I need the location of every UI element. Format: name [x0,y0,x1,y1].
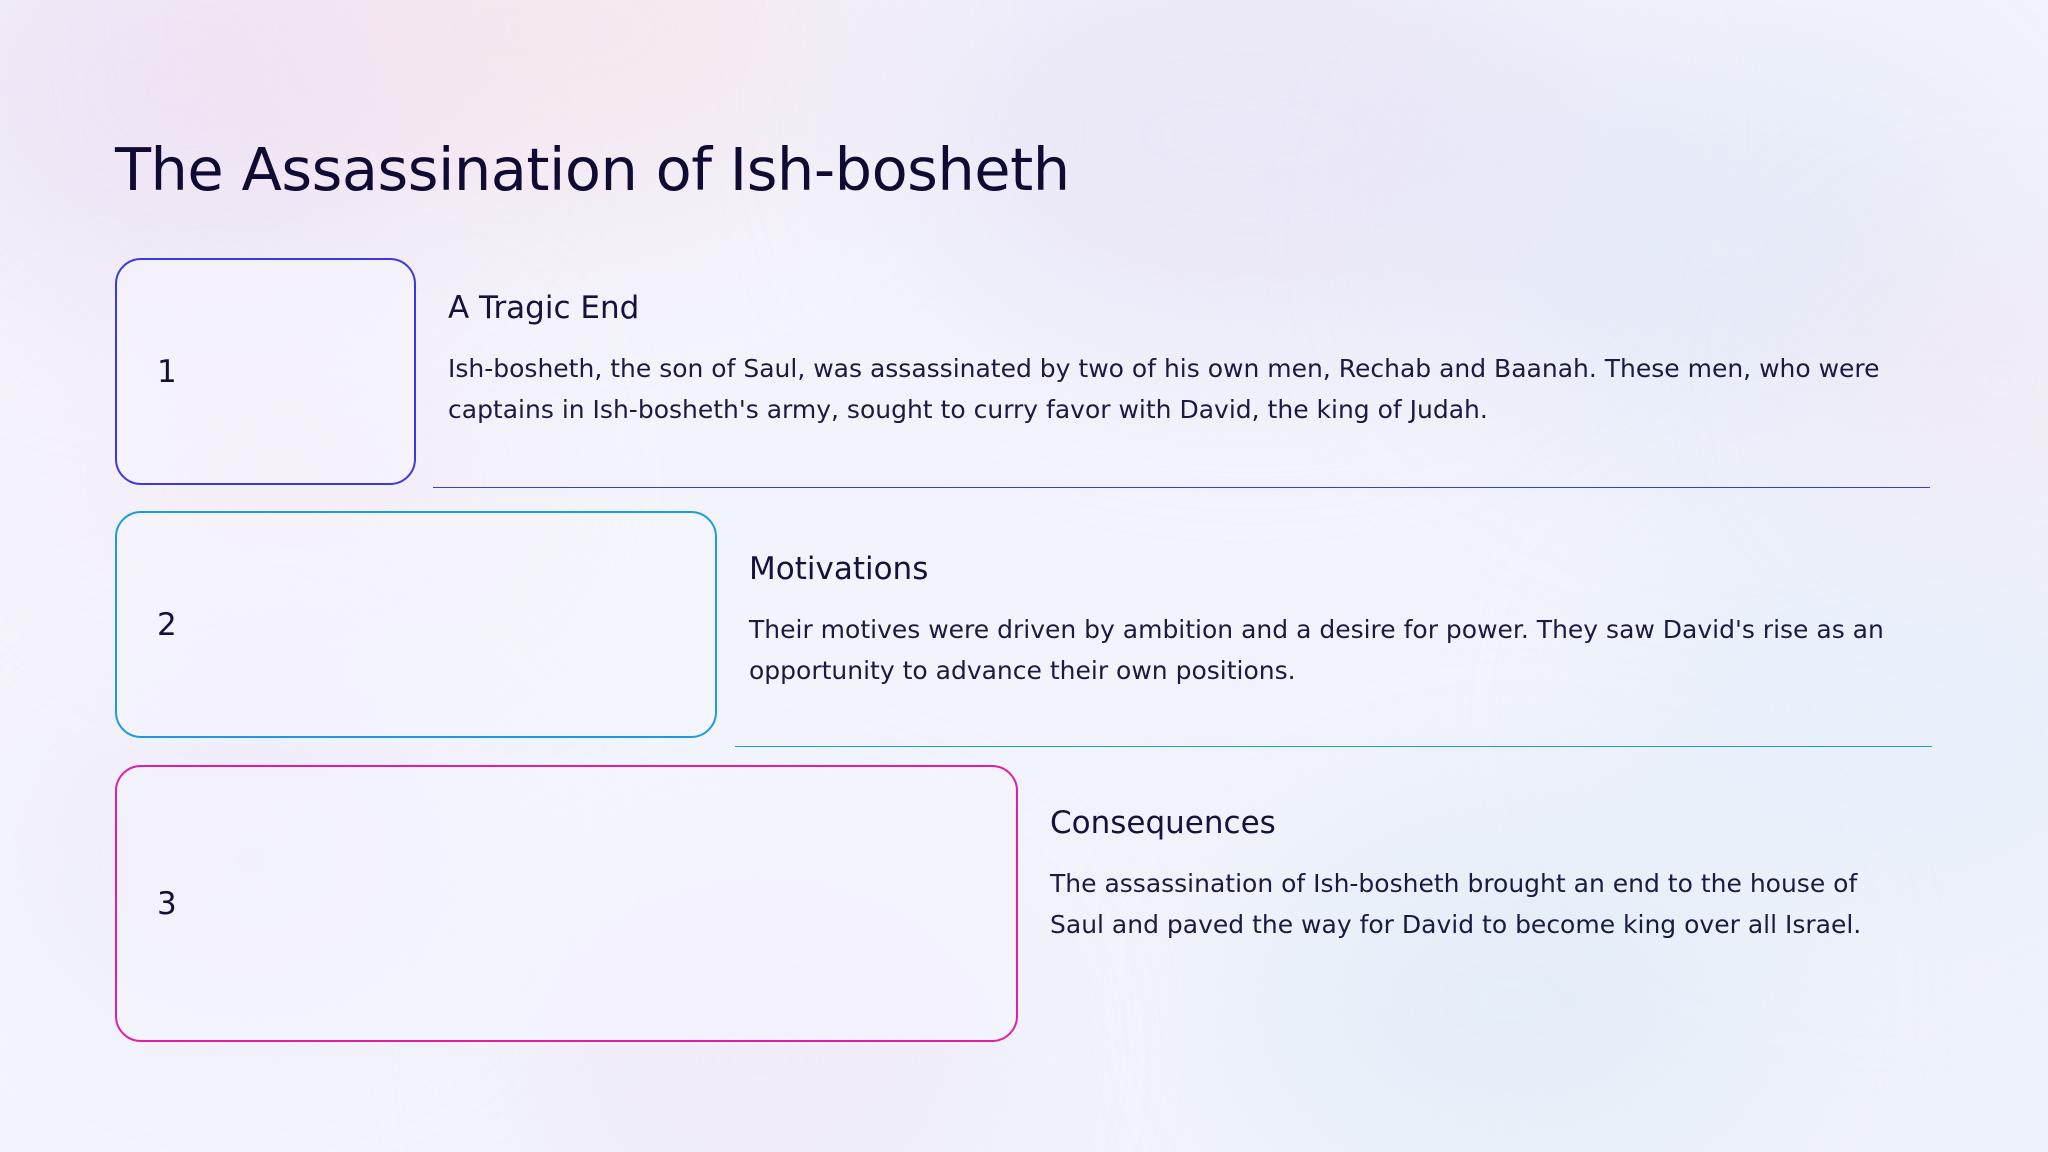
step-body-1: Ish-bosheth, the son of Saul, was assassinated by two of his own men, Rechab and Baanah. These men, who were captains in Ish-bosheth's army, sought to curry favor with David, the king of Judah. [448,354,1880,424]
step-number-box-2 [115,511,717,738]
step-body-3: The assassination of Ish-bosheth brought an end to the house of Saul and paved the way for David to become king over all Israel. [1050,869,1862,939]
step-number-2: 2 [157,606,177,643]
step-text-1 [416,258,1906,430]
step-item-3 [115,765,1918,1042]
step-item-1 [115,258,1906,485]
step-heading-2: Motivations [749,551,929,587]
page-title: The Assassination of Ish-bosheth [115,134,1070,204]
step-text-2 [717,511,1907,691]
step-heading-3: Consequences [1050,805,1276,841]
step-number-box-1 [115,258,416,485]
step-heading-1: A Tragic End [448,290,640,326]
step-number-box-3 [115,765,1018,1042]
step-text-3 [1018,765,1918,945]
step-divider-2 [735,746,1932,747]
step-body-2: Their motives were driven by ambition and a desire for power. They saw David's rise as an opportunity to advance their own positions. [749,615,1884,685]
step-divider-1 [433,487,1930,488]
step-number-1: 1 [157,353,177,390]
step-item-2 [115,511,1907,738]
step-number-3: 3 [157,885,177,922]
